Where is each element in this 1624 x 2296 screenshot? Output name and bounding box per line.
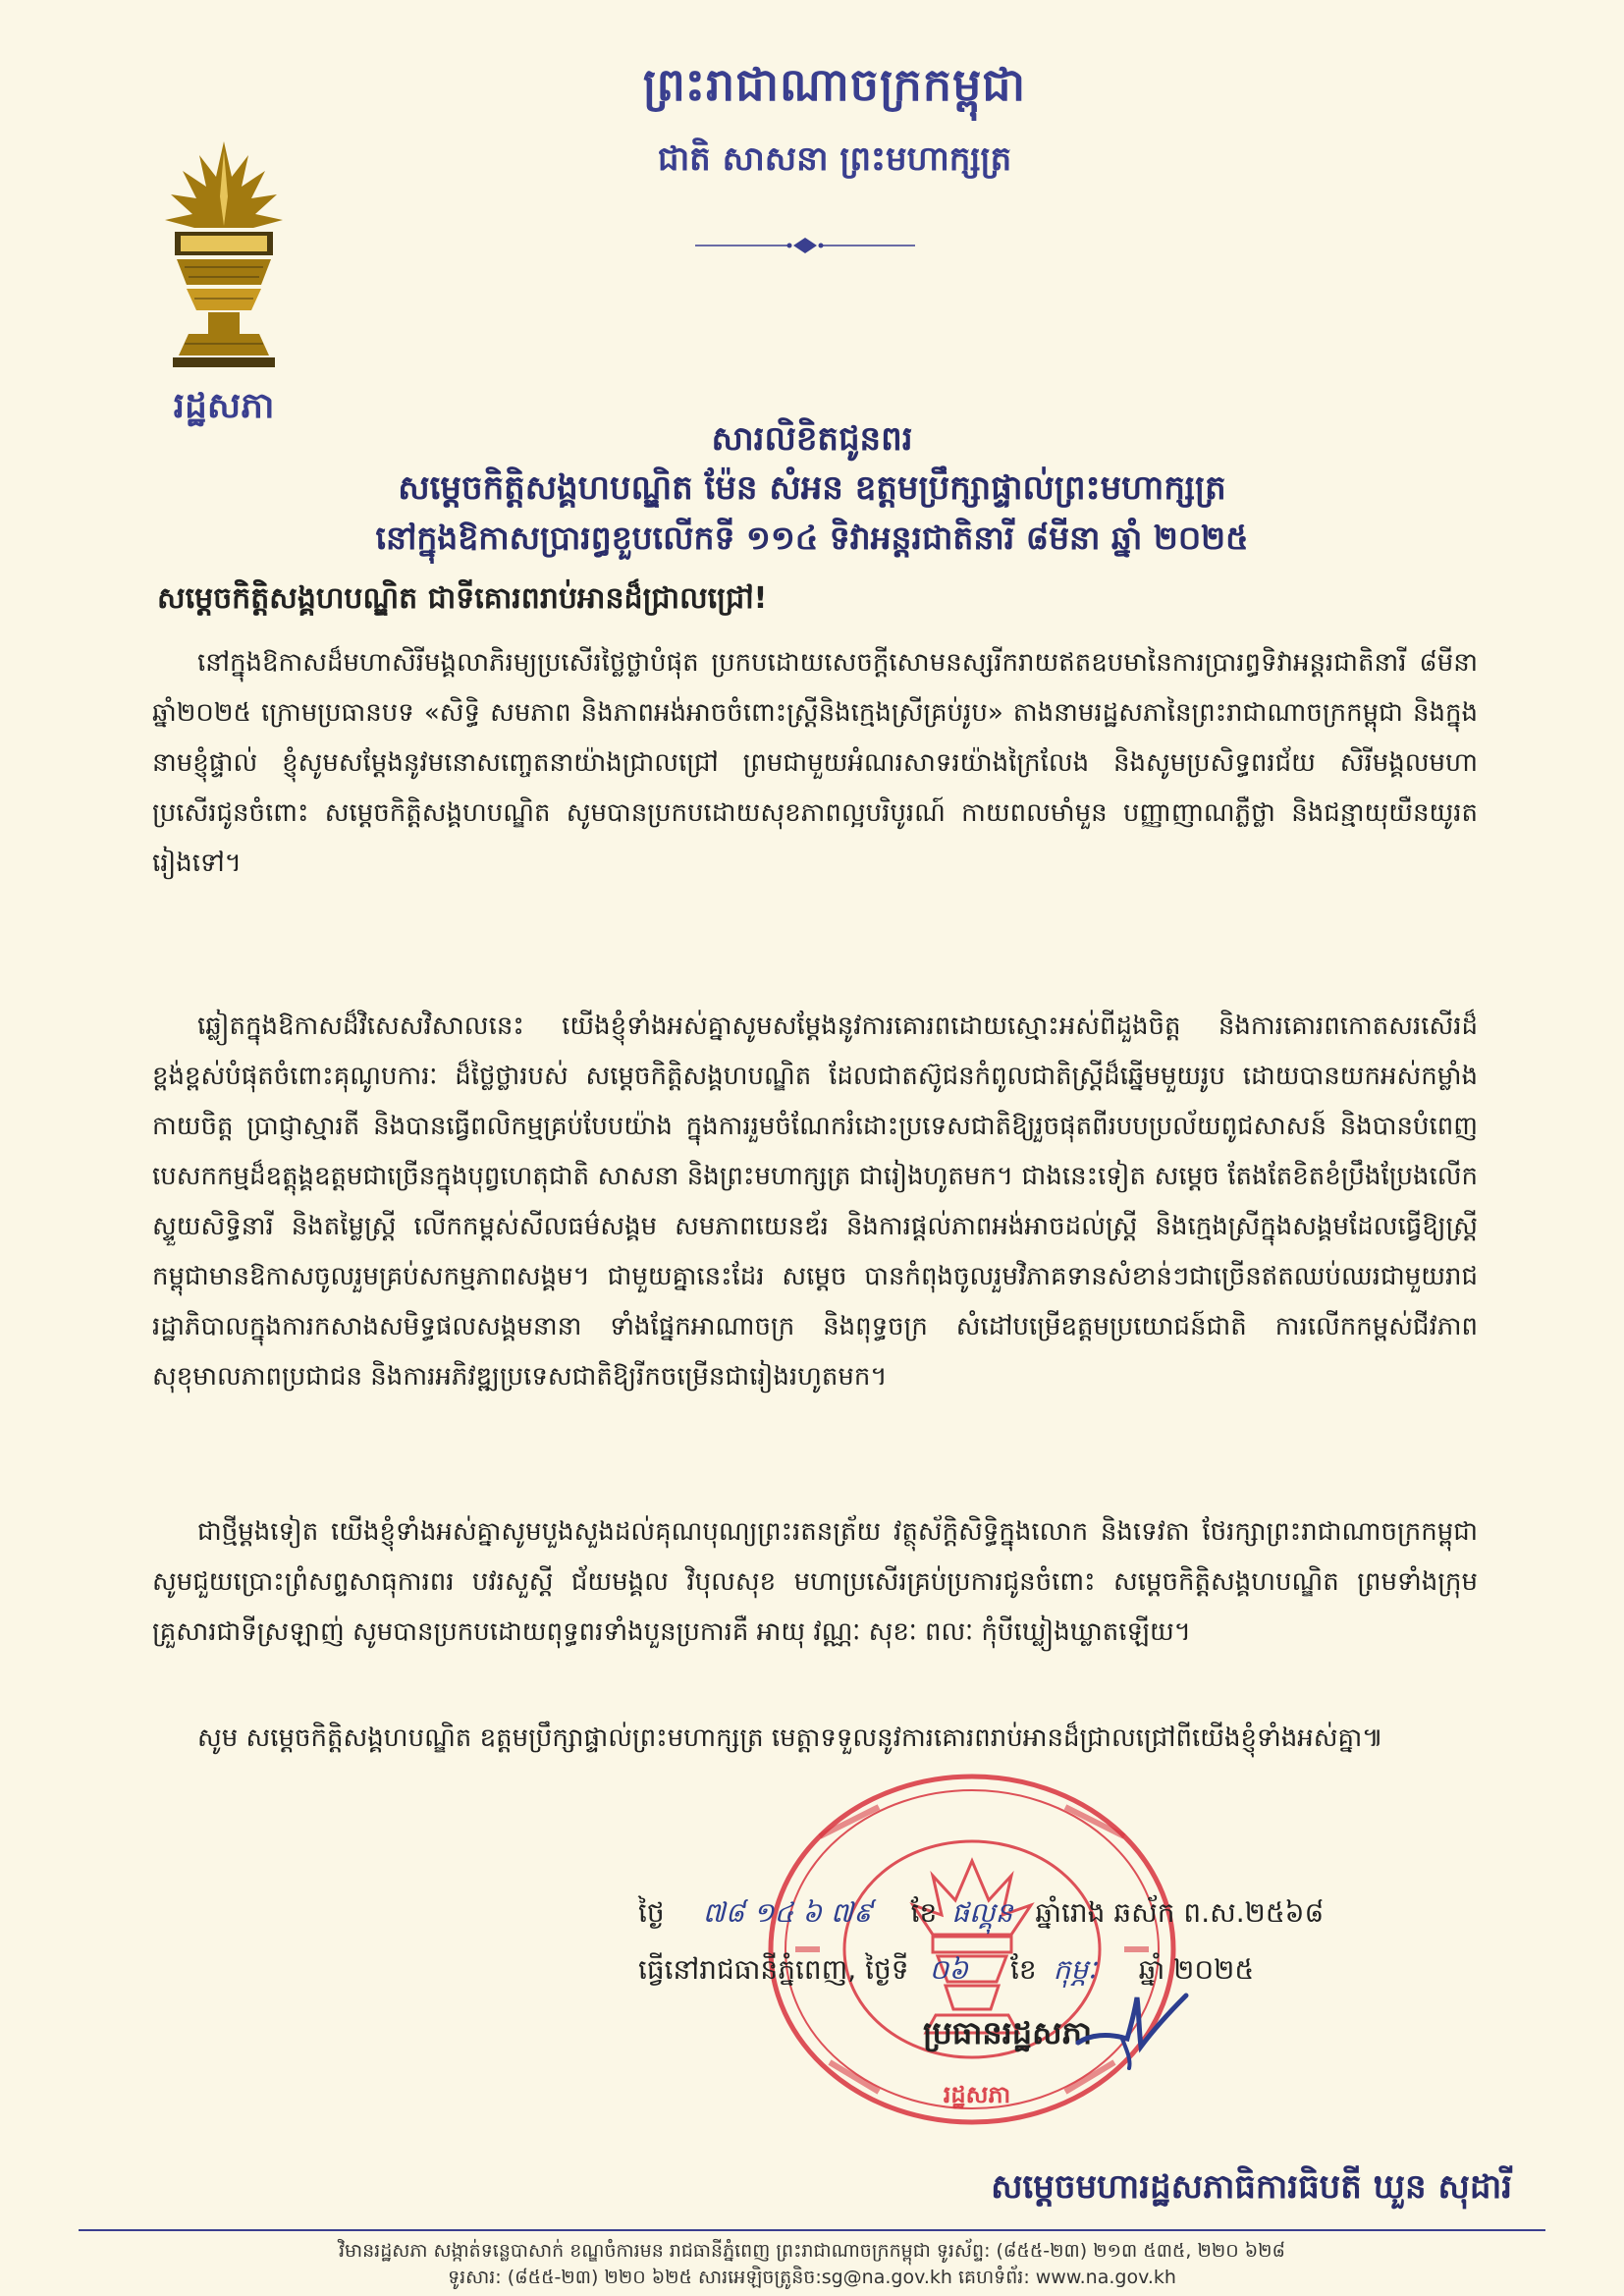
letter-subtitle-occasion: នៅក្នុងឱកាសប្រារព្ធខួបលើកទី ១១៤ ទិវាអន្តរជាតិនារី ៨មីនា ឆ្នាំ ២០២៥ bbox=[375, 519, 1249, 557]
body-paragraph-3: ជាថ្មីម្តងទៀត យើងខ្ញុំទាំងអស់គ្នាសូមបួងសួងដល់គុណបុណ្យព្រះរតនត្រ័យ វត្ថុស័ក្តិសិទ្ធិក្នុងលោក និងទេវតា ថែរក្សាព្រះរាជាណាចក្រកម្ពុជា សូមជួយប្រោះព្រំសព្ទសាធុការពរ បវរសួស្តី ជ័យមង្គល វិបុលសុខ មហាប្រសើរគ្រប់ប្រការជូនចំពោះ សម្តេចកិត្តិសង្គហបណ្ឌិត ព្រមទាំងក្រុមគ្រួសារជាទីស្រឡាញ់ សូមបានប្រកបដោយពុទ្ធពរទាំងបួនប្រការគឺ អាយុ វណ្ណៈ សុខៈ ពលៈ កុំបីឃ្លៀងឃ្លាតឡើយ។ bbox=[152, 1517, 1478, 1647]
kingdom-heading: ព្រះរាជាណាចក្រកម្ពុជា bbox=[642, 58, 1027, 111]
lunar-year-text: ឆ្នាំរោង ឆស័ក ព.ស.២៥៦៨ bbox=[1035, 1896, 1325, 1929]
body-paragraph-4: សូម សម្តេចកិត្តិសង្គហបណ្ឌិត ឧត្តមប្រឹក្សាផ្ទាល់ព្រះមហាក្សត្រ មេត្តាទទួលនូវការគោរពរាប់អានដ៏ជ្រាលជ្រៅពីយើងខ្ញុំទាំងអស់គ្នា៕ bbox=[197, 1723, 1383, 1753]
year-text: ឆ្នាំ ២០២៥ bbox=[1138, 1953, 1255, 1986]
month-label: ខែ bbox=[1009, 1953, 1037, 1986]
lunar-date-line bbox=[638, 1895, 1502, 1936]
institution-label: រដ្ឋសភា bbox=[173, 386, 275, 426]
lunar-date-handwritten: ៧៨ ១៤ ៦ ៧៩ bbox=[702, 1896, 873, 1929]
day-handwritten: ០៦ bbox=[929, 1953, 969, 1986]
footer-contact-line: ទូរសារ: (៨៥៥-២៣) ២២០ ៦២៥ សារអេឡិចត្រូនិច:sg@na.gov.kh គេហទំព័រ: www.na.gov.kh bbox=[448, 2267, 1176, 2288]
salutation: សម្តេចកិត្តិសង្គហបណ្ឌិត ជាទីគោរពរាប់អានដ៏ជ្រាលជ្រៅ! bbox=[157, 581, 768, 616]
month-handwritten: កុម្ភៈ bbox=[1053, 1953, 1097, 1986]
stamp-label: រដ្ឋសភា bbox=[943, 2081, 1011, 2108]
lunar-month-label: ខែ bbox=[910, 1896, 938, 1929]
lunar-month-handwritten: ផល្គុន bbox=[951, 1896, 1013, 1929]
national-assembly-emblem-icon bbox=[155, 137, 293, 373]
signer-title: ប្រធានរដ្ឋសភា bbox=[923, 2014, 1093, 2051]
letter-title: សារលិខិតជូនពរ bbox=[711, 419, 913, 459]
footer-divider bbox=[79, 2229, 1545, 2231]
national-motto: ជាតិ សាសនា ព្រះមហាក្សត្រ bbox=[657, 139, 1012, 179]
lunar-date-prefix: ថ្ងៃ bbox=[638, 1896, 665, 1929]
place-date-prefix: ធ្វើនៅរាជធានីភ្នំពេញ, ថ្ងៃទី bbox=[638, 1953, 909, 1986]
handwritten-signature-icon bbox=[1070, 1974, 1208, 2072]
header-ornament-icon bbox=[695, 236, 915, 255]
letter-subtitle-recipient: សម្តេចកិត្តិសង្គហបណ្ឌិត ម៉ែន សំអន ឧត្តមប្រឹក្សាផ្ទាល់ព្រះមហាក្សត្រ bbox=[398, 468, 1226, 508]
official-seal-stamp-icon bbox=[761, 1768, 1183, 2131]
signer-name: សម្តេចមហារដ្ឋសភាធិការធិបតី ឃួន សុដារី bbox=[991, 2167, 1512, 2207]
body-paragraph-2: ឆ្លៀតក្នុងឱកាសដ៏វិសេសវិសាលនេះ យើងខ្ញុំទាំងអស់គ្នាសូមសម្តែងនូវការគោរពដោយស្មោះអស់ពីដួងចិត្ត និងការគោរពកោតសរសើរដ៏ខ្ពង់ខ្ពស់បំផុតចំពោះគុណូបការៈ ដ៏ថ្លៃថ្លារបស់ សម្តេចកិត្តិសង្គហបណ្ឌិត ដែលជាតស៊ូជនកំពូលជាតិស្ត្រីដ៏ឆ្នើមមួយរូប ដោយបានយកអស់កម្លាំងកាយចិត្ត ប្រាជ្ញាស្មារតី និងបានធ្វើពលិកម្មគ្រប់បែបយ៉ាង ក្នុងការរួមចំណែករំដោះប្រទេសជាតិឱ្យរួចផុតពីរបបប្រល័យពូជសាសន៍ និងបានបំពេញបេសកកម្មដ៏ឧត្តុង្គឧត្តមជាច្រើនក្នុងបុព្វហេតុជាតិ សាសនា និងព្រះមហាក្សត្រ ជារៀងហូតមក។ ជាងនេះទៀត សម្តេច តែងតែខិតខំប្រឹងប្រែងលើកស្ទួយសិទ្ធិនារី និងតម្លៃស្ត្រី លើកកម្ពស់សីលធម៌សង្គម សមភាពយេនឌ័រ និងការផ្តល់ភាពអង់អាចដល់ស្ត្រី និងក្មេងស្រីក្នុងសង្គមដែលធ្វើឱ្យស្ត្រីកម្ពុជាមានឱកាសចូលរួមគ្រប់សកម្មភាពសង្គម។ ជាមួយគ្នានេះដែរ សម្តេច បានកំពុងចូលរួមវិភាគទានសំខាន់ៗជាច្រើនឥតឈប់ឈរជាមួយរាជរដ្ឋាភិបាលក្នុងការកសាងសមិទ្ធផលសង្គមនានា ទាំងផ្នែកអាណាចក្រ និងពុទ្ធចក្រ សំដៅបម្រើឧត្តមប្រយោជន៍ជាតិ ការលើកកម្ពស់ជីវភាព សុខុមាលភាពប្រជាជន និងការអភិវឌ្ឍប្រទេសជាតិឱ្យរីកចម្រើនជារៀងរហូតមក។ bbox=[152, 1011, 1478, 1392]
footer-address-line: វិមានរដ្ឋសភា សង្កាត់ទន្លេបាសាក់ ខណ្ឌចំការមន រាជធានីភ្នំពេញ ព្រះរាជាណាចក្រកម្ពុជា ទូរស័ព្ទ: (៨៥៥-២៣) ២១៣ ៥៣៥, ២២០ ៦២៨ bbox=[339, 2240, 1285, 2262]
body-paragraph-1: នៅក្នុងឱកាសដ៏មហាសិរីមង្គលាភិរម្យប្រសើរថ្លៃថ្លាបំផុត ប្រកបដោយសេចក្តីសោមនស្សរីករាយឥតឧបមានៃការប្រារព្ធទិវាអន្តរជាតិនារី ៨មីនា ឆ្នាំ២០២៥ ក្រោមប្រធានបទ «សិទ្ធិ សមភាព និងភាពអង់អាចចំពោះស្ត្រីនិងក្មេងស្រីគ្រប់រូប» តាងនាមរដ្ឋសភានៃព្រះរាជាណាចក្រកម្ពុជា និងក្នុងនាមខ្ញុំផ្ទាល់ ខ្ញុំសូមសម្តែងនូវមនោសញ្ចេតនាយ៉ាងជ្រាលជ្រៅ ព្រមជាមួយអំណរសាទរយ៉ាងក្រៃលែង និងសូមប្រសិទ្ធពរជ័យ សិរីមង្គលមហាប្រសើរជូនចំពោះ សម្តេចកិត្តិសង្គហបណ្ឌិត សូមបានប្រកបដោយសុខភាពល្អបរិបូរណ៍ កាយពលមាំមួន បញ្ញាញាណភ្លឺថ្លា និងជន្មាយុយឺនយូរតរៀងទៅ។ bbox=[152, 648, 1478, 878]
